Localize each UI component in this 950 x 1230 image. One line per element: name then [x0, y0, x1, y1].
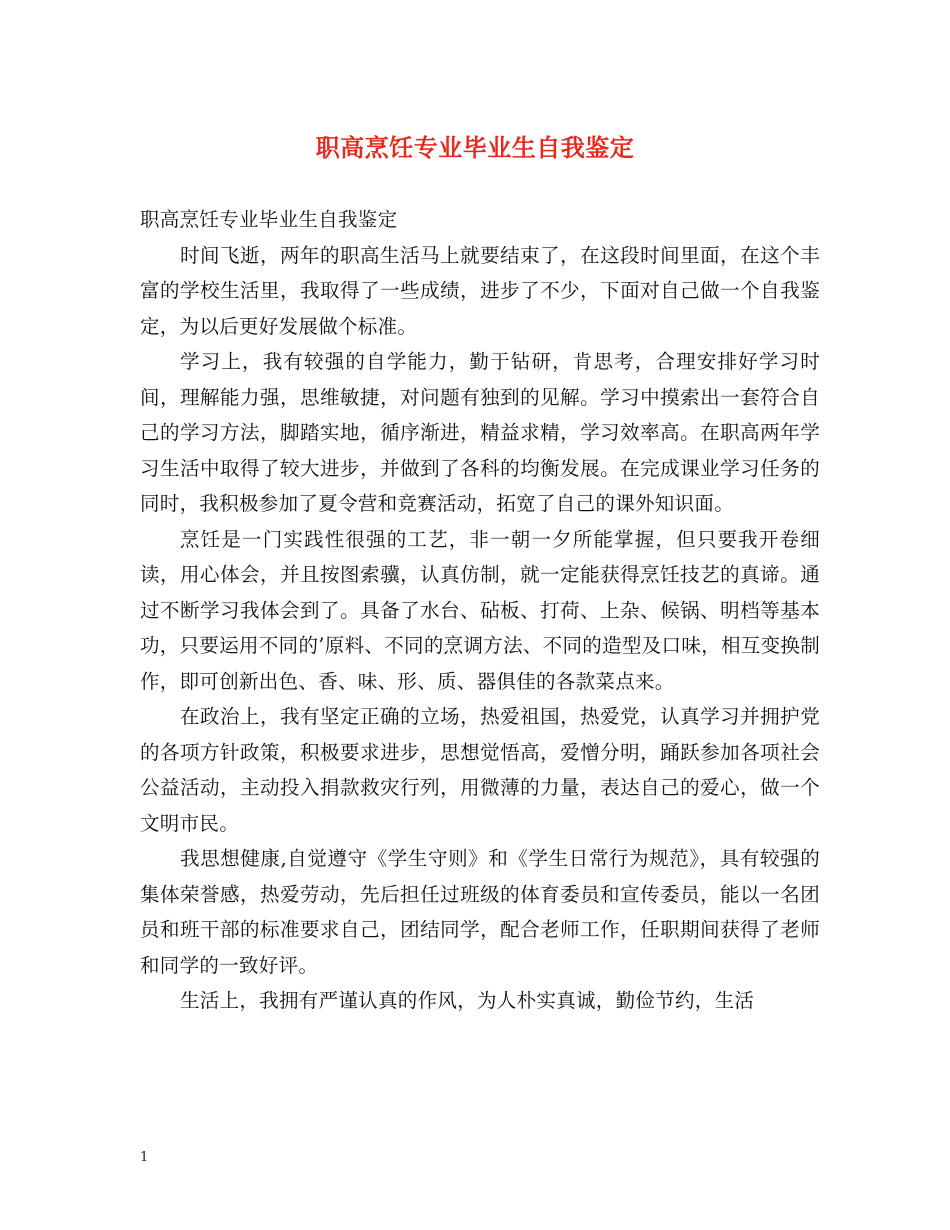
paragraph-intro: 时间飞逝，两年的职高生活马上就要结束了，在这段时间里面，在这个丰富的学校生活里，我取得了一些成绩，进步了不少，下面对自己做一个自我鉴定，为以后更好发展做个标准。 [140, 243, 820, 338]
paragraph-life: 生活上，我拥有严谨认真的作风，为人朴实真诚，勤俭节约，生活 [180, 989, 755, 1012]
paragraph-cooking: 烹饪是一门实践性很强的工艺，非一朝一夕所能掌握，但只要我开卷细读，用心体会，并且按图索骥，认真仿制，就一定能获得烹饪技艺的真谛。通过不断学习我体会到了。具备了水台、砧板、打荷、上杂、候锅、明档等基本功，只要运用不同的’原料、不同的烹调方法、不同的造型及口味，相互变换制作，即可创新出色、香、味、形、质、器俱佳的各款菜点来。 [140, 527, 820, 693]
document-subtitle: 职高烹饪专业毕业生自我鉴定 [140, 208, 398, 231]
paragraph-politics: 在政治上，我有坚定正确的立场，热爱祖国，热爱党，认真学习并拥护党的各项方针政策，积极要求进步，思想觉悟高，爱憎分明，踊跃参加各项社会公益活动，主动投入捐款救灾行列，用微薄的力量，表达自己的爱心，做一个文明市民。 [140, 705, 820, 835]
page-number: 1 [140, 1150, 149, 1165]
document-title: 职高烹饪专业毕业生自我鉴定 [315, 134, 635, 162]
paragraph-conduct: 我思想健康,自觉遵守《学生守则》和《学生日常行为规范》，具有较强的集体荣誉感，热爱劳动，先后担任过班级的体育委员和宣传委员，能以一名团员和班干部的标准要求自己，团结同学，配合老师工作，任职期间获得了老师和同学的一致好评。 [140, 847, 820, 977]
document-body [140, 202, 820, 1019]
paragraph-study: 学习上，我有较强的自学能力，勤于钻研，肯思考，合理安排好学习时间，理解能力强，思维敏捷，对问题有独到的见解。学习中摸索出一套符合自己的学习方法，脚踏实地，循序渐进，精益求精，学习效率高。在职高两年学习生活中取得了较大进步，并做到了各科的均衡发展。在完成课业学习任务的同时，我积极参加了夏令营和竞赛活动，拓宽了自己的课外知识面。 [140, 350, 820, 515]
